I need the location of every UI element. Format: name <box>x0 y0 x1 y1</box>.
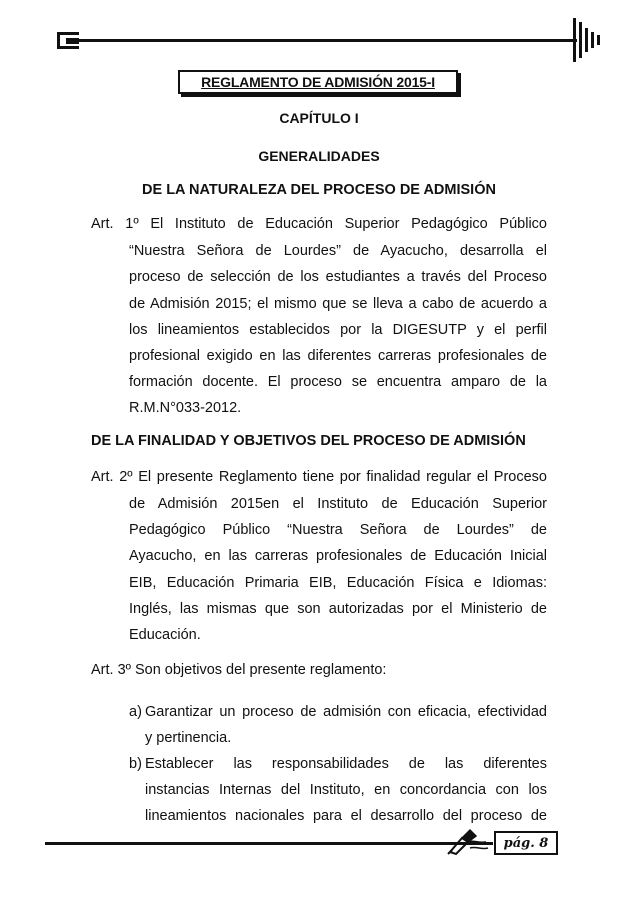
header-bars-ornament <box>573 18 600 62</box>
chapter-heading: CAPÍTULO I <box>279 110 359 126</box>
art2-line5: EIB, Educación Primaria EIB, Educación Física e Idiomas: <box>129 575 547 591</box>
art2-line6: Inglés, las mismas que son autorizadas por el Ministerio de <box>129 601 547 617</box>
page-number: pág. 8 <box>503 835 549 851</box>
art3-item-b-line1: Establecer las responsabilidades de las diferentes <box>145 756 547 772</box>
art3-line1: Art. 3º Son objetivos del presente reglamento: <box>91 662 387 678</box>
art3-item-a-line1: Garantizar un proceso de admisión con eficacia, efectividad <box>145 704 547 720</box>
art2-line4: Ayacucho, en las carreras profesionales de Educación Inicial <box>129 548 547 564</box>
art1-line5: los lineamientos establecidos por la DIGESUTP y el perfil <box>129 322 547 338</box>
art1-line4: de Admisión 2015; el mismo que se lleva a cabo de acuerdo a <box>129 296 547 312</box>
art2-line1: Art. 2º El presente Reglamento tiene por finalidad regular el Proceso <box>91 469 547 485</box>
heading-naturaleza: DE LA NATURALEZA DEL PROCESO DE ADMISIÓN <box>142 182 496 198</box>
art3-item-b-label: b) <box>129 756 142 772</box>
art3-item-b-line3: lineamientos nacionales para el desarrollo del proceso de <box>145 808 547 824</box>
art1-line1: Art. 1º El Instituto de Educación Superior Pedagógico Público <box>91 216 547 232</box>
art1-line2: “Nuestra Señora de Lourdes” de Ayacucho, desarrolla el <box>129 243 547 259</box>
art1-line7: formación docente. El proceso se encuentra amparo de la <box>129 374 547 390</box>
header-rule <box>70 39 577 42</box>
footer-rule <box>45 842 493 845</box>
section-heading: GENERALIDADES <box>258 148 380 164</box>
pen-writing-icon <box>446 826 492 856</box>
art2-line2: de Admisión 2015en el Instituto de Educación Superior <box>129 496 547 512</box>
art2-line7: Educación. <box>129 627 201 643</box>
art3-item-a-label: a) <box>129 704 142 720</box>
page-number-box <box>494 831 558 855</box>
art3-item-b-line2: instancias Internas del Instituto, en concordancia con los <box>145 782 547 798</box>
art1-line8: R.M.N°033-2012. <box>129 400 242 416</box>
art3-item-a-line2: y pertinencia. <box>145 730 232 746</box>
art1-line3: proceso de selección de los estudiantes a través del Proceso <box>129 269 547 285</box>
art1-line6: profesional exigido en las diferentes carreras profesionales de <box>129 348 547 364</box>
art2-line3: Pedagógico Público “Nuestra Señora de Lourdes” de <box>129 522 547 538</box>
document-title-box <box>178 70 458 94</box>
document-title: REGLAMENTO DE ADMISIÓN 2015-I <box>201 74 435 90</box>
heading-finalidad: DE LA FINALIDAD Y OBJETIVOS DEL PROCESO DE ADMISIÓN <box>91 433 526 449</box>
